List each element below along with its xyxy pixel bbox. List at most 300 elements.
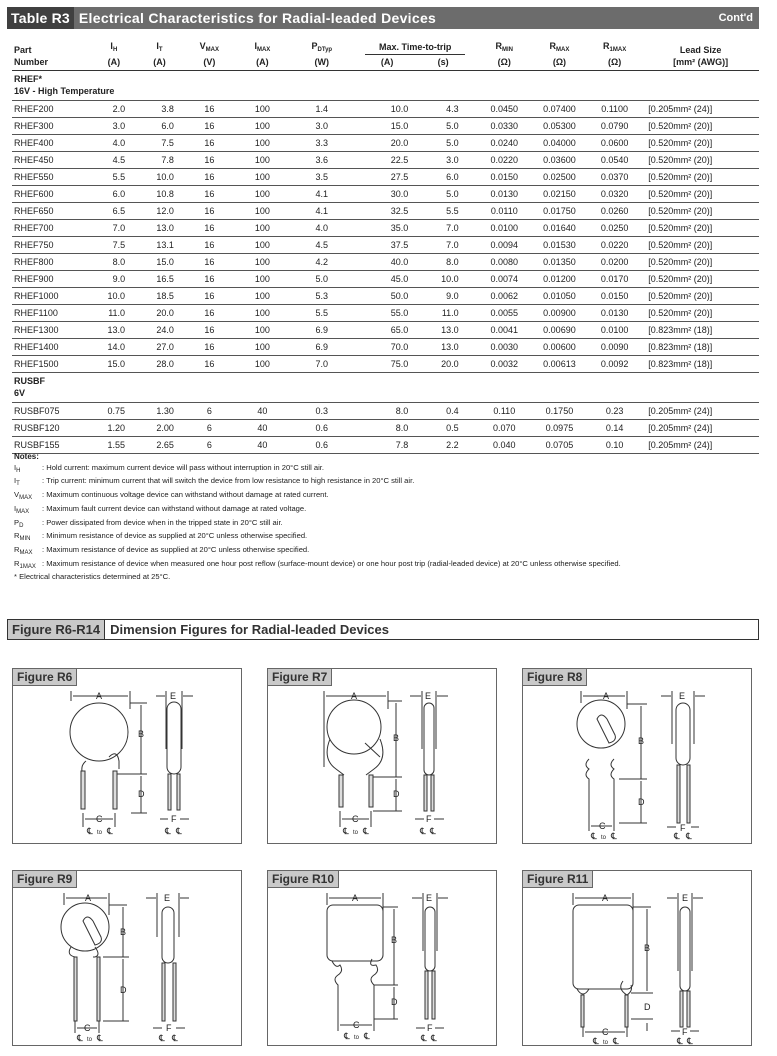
svg-text:A: A bbox=[603, 691, 610, 701]
table-cell: 16 bbox=[184, 288, 235, 305]
table-row bbox=[12, 305, 759, 322]
svg-text:to: to bbox=[87, 1037, 93, 1043]
table-cell: 7.0 bbox=[416, 237, 476, 254]
table-row bbox=[12, 271, 759, 288]
svg-text:A: A bbox=[602, 893, 609, 903]
table-cell: 100 bbox=[235, 220, 290, 237]
table-cell: 18.5 bbox=[135, 288, 184, 305]
table-cell: 0.01750 bbox=[532, 203, 587, 220]
table-cell: 0.0094 bbox=[477, 237, 532, 254]
table-cell: 100 bbox=[235, 339, 290, 356]
table-cell: [0.520mm² (20)] bbox=[642, 203, 759, 220]
table-cell: 5.0 bbox=[416, 118, 476, 135]
table-cell: [0.823mm² (18)] bbox=[642, 339, 759, 356]
table-cell: 0.0260 bbox=[587, 203, 642, 220]
svg-text:℄: ℄ bbox=[677, 1036, 683, 1046]
table-cell: 3.6 bbox=[290, 152, 354, 169]
table-cell: 0.0450 bbox=[477, 101, 532, 118]
table-cell: 5.0 bbox=[416, 135, 476, 152]
table-cell: 100 bbox=[235, 356, 290, 373]
table-cell: 9.0 bbox=[416, 288, 476, 305]
table-cell: 0.0705 bbox=[532, 437, 587, 454]
note-symbol: $P_D$ bbox=[14, 517, 24, 529]
table-cell: 16 bbox=[184, 101, 235, 118]
svg-text:C: C bbox=[599, 821, 606, 831]
table-cell: 100 bbox=[235, 237, 290, 254]
table-cell: 5.0 bbox=[290, 271, 354, 288]
radial-square-device-drawing-icon bbox=[523, 871, 753, 1047]
col-vmax: $V_{MAX}$ (V) bbox=[184, 40, 235, 71]
table-cell: 16 bbox=[184, 356, 235, 373]
table-cell: RHEF1300 bbox=[12, 322, 93, 339]
table-cell: 7.5 bbox=[135, 135, 184, 152]
radial-disc-device-drawing-icon bbox=[13, 669, 243, 845]
col-rmax: $R_{MAX}$ (Ω) bbox=[532, 40, 587, 71]
table-cell: 5.0 bbox=[416, 186, 476, 203]
table-cell: RUSBF075 bbox=[12, 403, 93, 420]
col-lead-size: Lead Size [mm² (AWG)] bbox=[642, 40, 759, 71]
table-cell: 6.0 bbox=[416, 169, 476, 186]
svg-text:to: to bbox=[603, 1040, 609, 1046]
table-cell: 0.6 bbox=[290, 420, 354, 437]
svg-text:℄: ℄ bbox=[674, 831, 680, 841]
note-text: : Maximum resistance of device when measured one hour post reflow (surface-mount device) or one hour post trip (radial-leaded device) at 20°C unless otherwise specified. bbox=[42, 558, 621, 568]
table-cell: 16.5 bbox=[135, 271, 184, 288]
table-cell: 24.0 bbox=[135, 322, 184, 339]
table-cell: 75.0 bbox=[354, 356, 417, 373]
svg-text:D: D bbox=[393, 789, 400, 799]
table-cell: RHEF450 bbox=[12, 152, 93, 169]
table-cell: 6.9 bbox=[290, 322, 354, 339]
note-symbol: $R_{MAX}$ bbox=[14, 544, 33, 556]
col-pd: $P_{DTyp}$ (W) bbox=[290, 40, 354, 71]
table-cell: 100 bbox=[235, 186, 290, 203]
table-row bbox=[12, 356, 759, 373]
svg-text:F: F bbox=[171, 814, 177, 824]
group-header-row bbox=[12, 373, 759, 403]
table-cell: [0.205mm² (24)] bbox=[642, 420, 759, 437]
note-text: : Hold current: maximum current device will pass without interruption in 20°C still air. bbox=[42, 462, 325, 472]
table-cell: 13.0 bbox=[416, 339, 476, 356]
table-cell: 0.07400 bbox=[532, 101, 587, 118]
figure-r7 bbox=[267, 668, 497, 844]
table-cell: 70.0 bbox=[354, 339, 417, 356]
table-cell: 1.30 bbox=[135, 403, 184, 420]
table-cell: 28.0 bbox=[135, 356, 184, 373]
table-cell: 0.23 bbox=[587, 403, 642, 420]
table-cell: 0.3 bbox=[290, 403, 354, 420]
svg-text:℄: ℄ bbox=[107, 826, 113, 836]
svg-text:D: D bbox=[638, 797, 645, 807]
notes-section bbox=[14, 452, 621, 583]
figure-label: Figure R6 bbox=[12, 668, 77, 686]
table-cell: [0.205mm² (24)] bbox=[642, 437, 759, 454]
table-cell: 0.1750 bbox=[532, 403, 587, 420]
svg-text:A: A bbox=[85, 893, 92, 903]
table-row bbox=[12, 118, 759, 135]
svg-text:℄: ℄ bbox=[159, 1033, 165, 1043]
table-cell: 20.0 bbox=[135, 305, 184, 322]
table-cell: 6.5 bbox=[93, 203, 135, 220]
table-cell: RHEF600 bbox=[12, 186, 93, 203]
table-cell: 1.4 bbox=[290, 101, 354, 118]
table-cell: 0.0092 bbox=[587, 356, 642, 373]
table-cell: RHEF1400 bbox=[12, 339, 93, 356]
table-cell: 6.0 bbox=[93, 186, 135, 203]
col-imax: $I_{MAX}$ (A) bbox=[235, 40, 290, 71]
table-cell: 50.0 bbox=[354, 288, 417, 305]
table-cell: RHEF700 bbox=[12, 220, 93, 237]
table-cell: 16 bbox=[184, 118, 235, 135]
table-cell: 0.01200 bbox=[532, 271, 587, 288]
table-cell: RHEF200 bbox=[12, 101, 93, 118]
note-symbol: $I_T$ bbox=[14, 476, 20, 488]
figure-label: Figure R9 bbox=[12, 870, 77, 888]
table-cell: 8.0 bbox=[416, 254, 476, 271]
table-cell: 32.5 bbox=[354, 203, 417, 220]
table-cell: RUSBF155 bbox=[12, 437, 93, 454]
table-cell: 10.0 bbox=[354, 101, 417, 118]
note-symbol: $I_H$ bbox=[14, 462, 21, 474]
radial-disc-device-drawing-icon bbox=[268, 669, 498, 845]
table-cell: RHEF1000 bbox=[12, 288, 93, 305]
note-symbol: $I_{MAX}$ bbox=[14, 503, 30, 515]
table-cell: RHEF550 bbox=[12, 169, 93, 186]
table-cell: 0.14 bbox=[587, 420, 642, 437]
table-cell: 16 bbox=[184, 220, 235, 237]
svg-text:℄: ℄ bbox=[611, 831, 617, 841]
table-cell: 3.0 bbox=[416, 152, 476, 169]
table-cell: [0.205mm² (24)] bbox=[642, 101, 759, 118]
table-cell: 3.5 bbox=[290, 169, 354, 186]
table-cell: 1.20 bbox=[93, 420, 135, 437]
svg-text:to: to bbox=[97, 830, 103, 836]
table-cell: 27.5 bbox=[354, 169, 417, 186]
table-cell: 15.0 bbox=[93, 356, 135, 373]
svg-text:B: B bbox=[120, 927, 127, 937]
table-cell: 0.04000 bbox=[532, 135, 587, 152]
note-text: : Trip current: minimum current that will switch the device from low resistance to high resistance in 20°C still air. bbox=[42, 476, 415, 486]
table-cell: 0.00600 bbox=[532, 339, 587, 356]
table-cell: RHEF900 bbox=[12, 271, 93, 288]
table-cell: 4.3 bbox=[416, 101, 476, 118]
table-cell: 7.0 bbox=[290, 356, 354, 373]
table-cell: 0.0100 bbox=[477, 220, 532, 237]
table-cell: 6 bbox=[184, 420, 235, 437]
table-cell: 0.0130 bbox=[477, 186, 532, 203]
table-cell: 10.8 bbox=[135, 186, 184, 203]
table-cell: [0.520mm² (20)] bbox=[642, 152, 759, 169]
table-cell: 100 bbox=[235, 254, 290, 271]
svg-text:D: D bbox=[138, 789, 145, 799]
table-cell: 13.1 bbox=[135, 237, 184, 254]
figure-r9 bbox=[12, 870, 242, 1046]
table-cell: 12.0 bbox=[135, 203, 184, 220]
figure-label: Figure R11 bbox=[522, 870, 593, 888]
table-cell: 0.75 bbox=[93, 403, 135, 420]
table-cell: 22.5 bbox=[354, 152, 417, 169]
table-cell: 37.5 bbox=[354, 237, 417, 254]
group-subtitle: 6V bbox=[14, 388, 26, 398]
svg-text:B: B bbox=[393, 733, 400, 743]
table-cell: 2.65 bbox=[135, 437, 184, 454]
table-cell: [0.520mm² (20)] bbox=[642, 135, 759, 152]
note-text: : Maximum resistance of device as supplied at 20°C unless otherwise specified. bbox=[42, 544, 310, 554]
table-cell: 0.0150 bbox=[477, 169, 532, 186]
table-cell: [0.823mm² (18)] bbox=[642, 322, 759, 339]
table-cell: 100 bbox=[235, 305, 290, 322]
table-row bbox=[12, 186, 759, 203]
svg-text:℄: ℄ bbox=[420, 826, 426, 836]
figure-label: Figure R7 bbox=[267, 668, 332, 686]
table-cell: 7.8 bbox=[135, 152, 184, 169]
electrical-characteristics-table bbox=[12, 40, 759, 454]
table-cell: 0.0320 bbox=[587, 186, 642, 203]
table-cell: 0.0130 bbox=[587, 305, 642, 322]
svg-text:℄: ℄ bbox=[172, 1033, 178, 1043]
table-cell: 11.0 bbox=[93, 305, 135, 322]
table-cell: RHEF300 bbox=[12, 118, 93, 135]
table-cell: 1.55 bbox=[93, 437, 135, 454]
table-cell: 0.0250 bbox=[587, 220, 642, 237]
table-cell: 5.3 bbox=[290, 288, 354, 305]
group-title bbox=[12, 373, 759, 403]
table-cell: 35.0 bbox=[354, 220, 417, 237]
table-cell: 40.0 bbox=[354, 254, 417, 271]
table-cell: 7.0 bbox=[93, 220, 135, 237]
svg-text:C: C bbox=[353, 1020, 360, 1030]
figures-title: Dimension Figures for Radial-leaded Devices bbox=[110, 622, 389, 637]
svg-text:F: F bbox=[427, 1023, 433, 1033]
table-cell: 7.8 bbox=[354, 437, 417, 454]
svg-text:D: D bbox=[391, 997, 398, 1007]
table-row bbox=[12, 288, 759, 305]
table-cell: 16 bbox=[184, 237, 235, 254]
table-row bbox=[12, 152, 759, 169]
table-row bbox=[12, 420, 759, 437]
svg-text:A: A bbox=[96, 691, 103, 701]
svg-text:℄: ℄ bbox=[421, 1033, 427, 1043]
table-title: Electrical Characteristics for Radial-leaded Devices bbox=[78, 10, 437, 26]
table-row bbox=[12, 237, 759, 254]
table-cell: [0.205mm² (24)] bbox=[642, 403, 759, 420]
table-cell: 4.0 bbox=[93, 135, 135, 152]
table-cell: 100 bbox=[235, 118, 290, 135]
table-cell: 20.0 bbox=[416, 356, 476, 373]
table-tag: Table R3 bbox=[7, 7, 74, 29]
figure-label: Figure R8 bbox=[522, 668, 587, 686]
radial-disc-device-drawing-icon bbox=[523, 669, 753, 845]
table-cell: 4.2 bbox=[290, 254, 354, 271]
col-time-to-trip: Max. Time-to-trip (A) (s) bbox=[354, 40, 477, 71]
table-cell: 0.0090 bbox=[587, 339, 642, 356]
table-cell: 0.0200 bbox=[587, 254, 642, 271]
table-cell: 0.070 bbox=[477, 420, 532, 437]
table-cell: RHEF650 bbox=[12, 203, 93, 220]
table-cell: 16 bbox=[184, 186, 235, 203]
svg-text:℄: ℄ bbox=[431, 1033, 437, 1043]
table-cell: 0.0240 bbox=[477, 135, 532, 152]
table-cell: [0.520mm² (20)] bbox=[642, 271, 759, 288]
svg-text:B: B bbox=[638, 736, 645, 746]
table-cell: 4.1 bbox=[290, 186, 354, 203]
table-cell: 14.0 bbox=[93, 339, 135, 356]
table-cell: 3.0 bbox=[93, 118, 135, 135]
note-text: : Maximum fault current device can withstand without damage at rated voltage. bbox=[42, 503, 307, 513]
table-cell: [0.520mm² (20)] bbox=[642, 186, 759, 203]
svg-text:E: E bbox=[425, 691, 432, 701]
table-cell: 0.01350 bbox=[532, 254, 587, 271]
figure-r8 bbox=[522, 668, 752, 844]
table-cell: 0.0220 bbox=[587, 237, 642, 254]
table-cell: 0.0055 bbox=[477, 305, 532, 322]
svg-text:℄: ℄ bbox=[165, 826, 171, 836]
table-cell: 5.5 bbox=[290, 305, 354, 322]
continued-label: Cont'd bbox=[718, 12, 753, 24]
table-cell: 0.00690 bbox=[532, 322, 587, 339]
svg-text:D: D bbox=[644, 1002, 651, 1012]
table-cell: 0.040 bbox=[477, 437, 532, 454]
svg-text:℄: ℄ bbox=[364, 1031, 370, 1041]
svg-text:to: to bbox=[353, 830, 359, 836]
table-cell: RUSBF120 bbox=[12, 420, 93, 437]
table-cell: 55.0 bbox=[354, 305, 417, 322]
table-cell: RHEF1100 bbox=[12, 305, 93, 322]
table-cell: 0.0080 bbox=[477, 254, 532, 271]
svg-text:℄: ℄ bbox=[343, 826, 349, 836]
note-symbol: $R_{MIN}$ bbox=[14, 531, 31, 543]
table-cell: 16 bbox=[184, 135, 235, 152]
svg-text:℄: ℄ bbox=[593, 1036, 599, 1046]
notes-title: Notes: bbox=[14, 452, 39, 461]
radial-square-device-drawing-icon bbox=[268, 871, 498, 1047]
radial-disc-device-drawing-icon bbox=[13, 871, 243, 1047]
table-cell: [0.520mm² (20)] bbox=[642, 305, 759, 322]
svg-text:℄: ℄ bbox=[344, 1031, 350, 1041]
table-cell: 8.0 bbox=[354, 420, 417, 437]
table-cell: 3.0 bbox=[290, 118, 354, 135]
table-row bbox=[12, 169, 759, 186]
svg-text:B: B bbox=[644, 943, 651, 953]
table-row bbox=[12, 135, 759, 152]
table-cell: 3.8 bbox=[135, 101, 184, 118]
table-cell: 2.0 bbox=[93, 101, 135, 118]
table-cell: 10.0 bbox=[416, 271, 476, 288]
table-cell: 13.0 bbox=[416, 322, 476, 339]
table-row bbox=[12, 437, 759, 454]
table-cell: 9.0 bbox=[93, 271, 135, 288]
table-cell: 0.6 bbox=[290, 437, 354, 454]
svg-text:℄: ℄ bbox=[430, 826, 436, 836]
table-cell: [0.520mm² (20)] bbox=[642, 220, 759, 237]
table-cell: 100 bbox=[235, 271, 290, 288]
svg-text:℄: ℄ bbox=[87, 826, 93, 836]
table-cell: 2.2 bbox=[416, 437, 476, 454]
table-cell: 0.00613 bbox=[532, 356, 587, 373]
svg-text:℄: ℄ bbox=[363, 826, 369, 836]
table-row bbox=[12, 339, 759, 356]
table-cell: 6.9 bbox=[290, 339, 354, 356]
table-cell: 16 bbox=[184, 322, 235, 339]
table-cell: 3.3 bbox=[290, 135, 354, 152]
group-title bbox=[12, 71, 759, 101]
svg-text:C: C bbox=[352, 814, 359, 824]
svg-text:C: C bbox=[96, 814, 103, 824]
table-cell: 16 bbox=[184, 203, 235, 220]
table-row bbox=[12, 101, 759, 118]
table-cell: RHEF800 bbox=[12, 254, 93, 271]
svg-text:℄: ℄ bbox=[97, 1033, 103, 1043]
note-item bbox=[14, 463, 621, 477]
table-cell: 100 bbox=[235, 322, 290, 339]
svg-text:E: E bbox=[426, 893, 433, 903]
table-row bbox=[12, 220, 759, 237]
note-symbol: $R_{1MAX}$ bbox=[14, 558, 36, 570]
table-cell: 40 bbox=[235, 420, 290, 437]
svg-text:D: D bbox=[120, 985, 127, 995]
table-cell: 100 bbox=[235, 135, 290, 152]
table-cell: 10.0 bbox=[135, 169, 184, 186]
note-item bbox=[14, 531, 621, 545]
table-cell: 0.02150 bbox=[532, 186, 587, 203]
table-cell: 45.0 bbox=[354, 271, 417, 288]
table-cell: 2.00 bbox=[135, 420, 184, 437]
svg-text:E: E bbox=[164, 893, 171, 903]
note-text: : Maximum continuous voltage device can withstand without damage at rated current. bbox=[42, 490, 329, 500]
table-cell: [0.520mm² (20)] bbox=[642, 118, 759, 135]
table-row bbox=[12, 322, 759, 339]
table-cell: 0.0790 bbox=[587, 118, 642, 135]
svg-text:B: B bbox=[138, 729, 145, 739]
svg-text:C: C bbox=[84, 1023, 91, 1033]
table-cell: 11.0 bbox=[416, 305, 476, 322]
table-cell: [0.520mm² (20)] bbox=[642, 169, 759, 186]
table-cell: 0.0062 bbox=[477, 288, 532, 305]
svg-text:F: F bbox=[426, 814, 432, 824]
table-cell: 0.0110 bbox=[477, 203, 532, 220]
table-cell: 13.0 bbox=[135, 220, 184, 237]
table-cell: RHEF1500 bbox=[12, 356, 93, 373]
table-cell: 0.00900 bbox=[532, 305, 587, 322]
footnote: * Electrical characteristics determined at 25°C. bbox=[14, 572, 171, 582]
table-cell: 16 bbox=[184, 254, 235, 271]
svg-text:A: A bbox=[352, 893, 359, 903]
table-cell: [0.823mm² (18)] bbox=[642, 356, 759, 373]
table-cell: [0.520mm² (20)] bbox=[642, 254, 759, 271]
group-subtitle: 16V - High Temperature bbox=[14, 86, 115, 96]
table-cell: 10.0 bbox=[93, 288, 135, 305]
table-cell: 5.5 bbox=[416, 203, 476, 220]
col-ih: $I_H$ (A) bbox=[93, 40, 135, 71]
table-cell: 6 bbox=[184, 437, 235, 454]
figure-r10 bbox=[267, 870, 497, 1046]
figure-label: Figure R10 bbox=[267, 870, 339, 888]
svg-text:E: E bbox=[682, 893, 689, 903]
table-cell: 16 bbox=[184, 271, 235, 288]
svg-text:℄: ℄ bbox=[176, 826, 182, 836]
note-symbol: $V_{MAX}$ bbox=[14, 490, 33, 502]
table-cell: 0.1100 bbox=[587, 101, 642, 118]
table-cell: 100 bbox=[235, 101, 290, 118]
group-header-row bbox=[12, 71, 759, 101]
table-row bbox=[12, 203, 759, 220]
table-header-bar bbox=[7, 7, 759, 29]
svg-text:℄: ℄ bbox=[613, 1036, 619, 1046]
table-row bbox=[12, 254, 759, 271]
table-cell: 0.05300 bbox=[532, 118, 587, 135]
table-cell: 65.0 bbox=[354, 322, 417, 339]
group-name: RUSBF bbox=[14, 376, 45, 386]
